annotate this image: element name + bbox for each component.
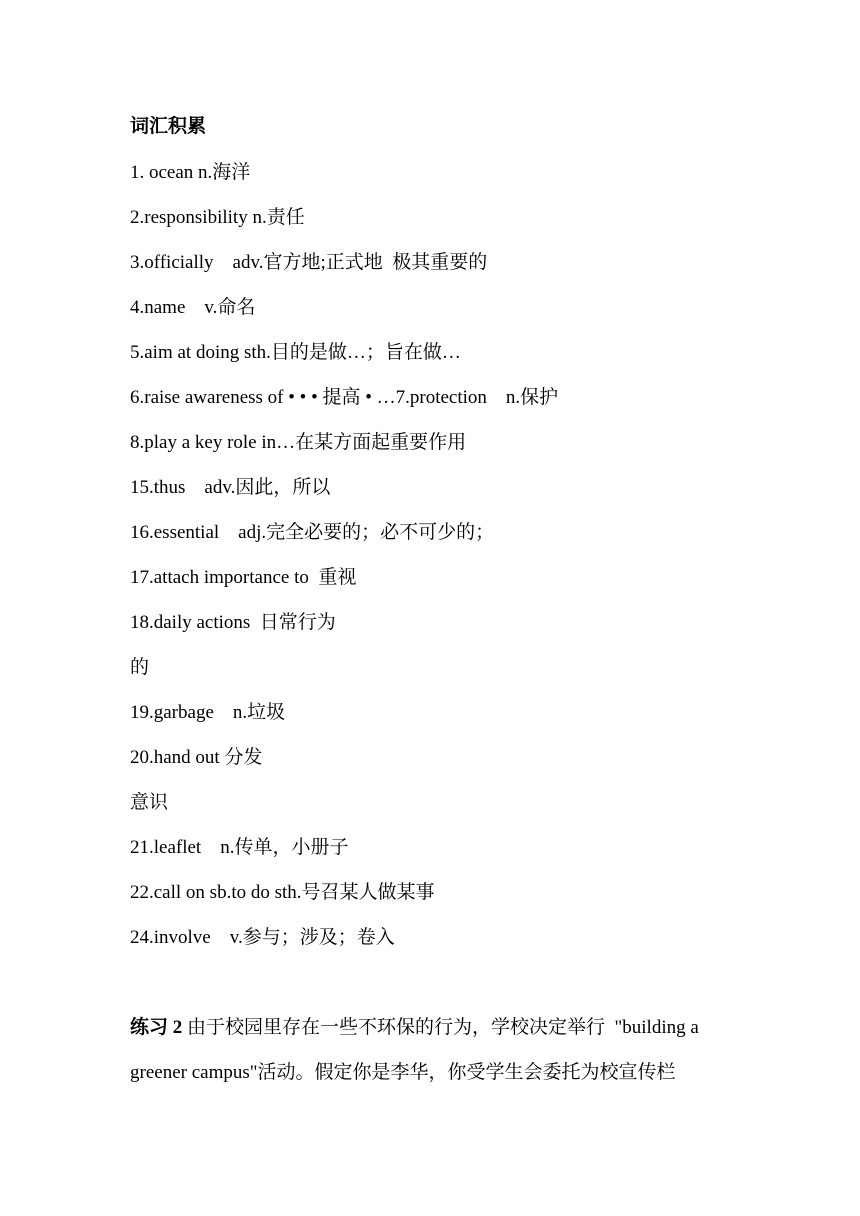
vocab-item: 24.involve v.参与；涉及；卷入 (130, 927, 395, 948)
section-title: 词汇积累 (130, 116, 207, 137)
vocab-item: 8.play a key role in…在某方面起重要作用 (130, 432, 467, 453)
vocab-item: 16.essential adj.完全必要的；必不可少的； (130, 522, 495, 543)
vocab-item: 17.attach importance to 重视 (130, 567, 357, 588)
vocab-item: 4.name v.命名 (130, 297, 256, 318)
stray-text: 意识 (130, 792, 169, 813)
vocab-item: 21.leaflet n.传单，小册子 (130, 837, 349, 858)
vocab-item: 2.responsibility n.责任 (130, 207, 305, 228)
stray-text: 的 (130, 657, 150, 678)
vocab-item: 22.call on sb.to do sth.号召某人做某事 (130, 882, 435, 903)
vocab-item: 3.officially adv.官方地;正式地 极其重要的 (130, 252, 488, 273)
vocab-item: 15.thus adv.因此，所以 (130, 477, 331, 498)
exercise-paragraph-line-1 (130, 1015, 699, 1041)
vocab-item: 19.garbage n.垃圾 (130, 702, 286, 723)
exercise-paragraph-line-2: greener campus"活动。假定你是李华，你受学生会委托为校宣传栏 (130, 1062, 676, 1083)
exercise-label: 练习 2 (130, 1017, 183, 1038)
vocab-item: 20.hand out 分发 (130, 747, 263, 768)
vocab-item: 1. ocean n.海洋 (130, 162, 251, 183)
vocab-item: 18.daily actions 日常行为 (130, 612, 336, 633)
vocab-item: 6.raise awareness of • • • 提高 • …7.protection n.保护 (130, 387, 559, 408)
vocab-item: 5.aim at doing sth.目的是做…；旨在做… (130, 342, 461, 363)
exercise-text: 由于校园里存在一些不环保的行为，学校决定举行 "building a (182, 1017, 699, 1038)
